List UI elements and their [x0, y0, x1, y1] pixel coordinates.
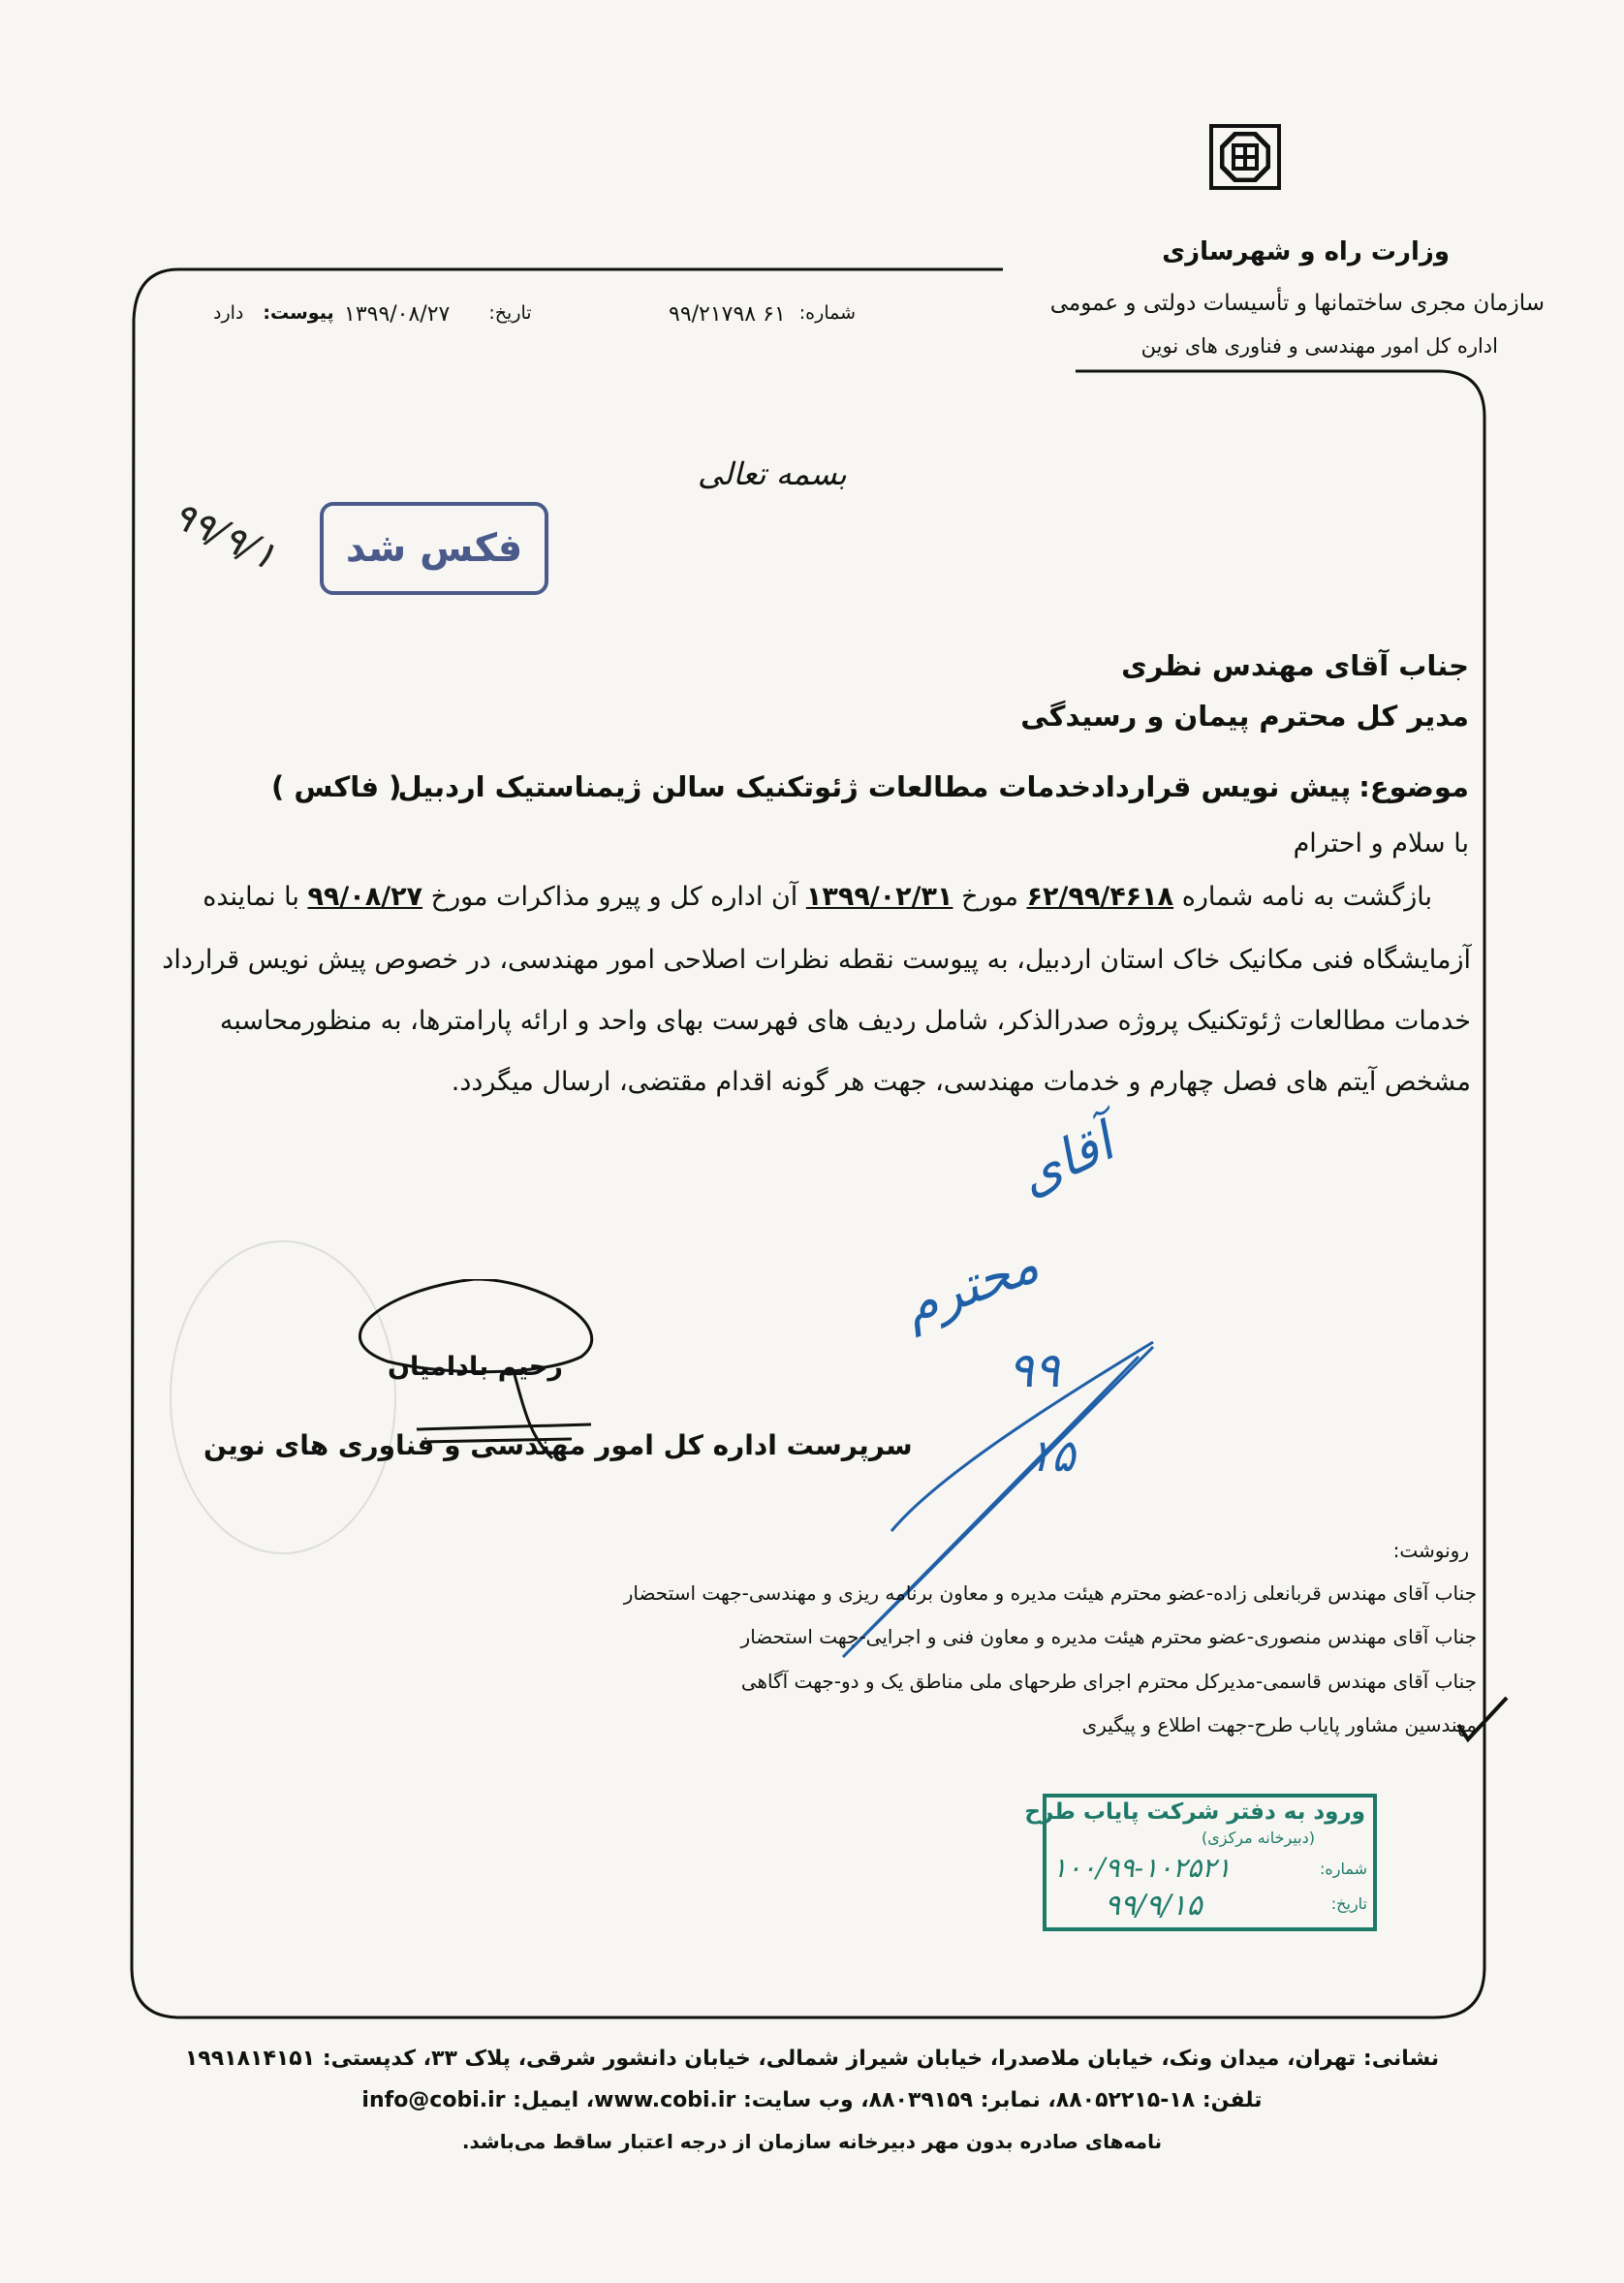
footer-notice: نامه‌های صادره بدون مهر دبیرخانه سازمان از درجه اعتبار ساقط می‌باشد. — [461, 2130, 1163, 2153]
body-text: مورخ — [961, 882, 1018, 912]
handwritten-note-2: محترم — [894, 1233, 1046, 1338]
body-text: بازگشت به نامه شماره — [1181, 882, 1432, 912]
fax-tag: ( فاکس ) — [271, 770, 402, 803]
bismillah: بسمه تعالی — [698, 455, 847, 492]
reference-number: ۶۲/۹۹/۴۶۱۸ — [1026, 882, 1174, 912]
stamp-date-value: ۹۹/۹/۱۵ — [1105, 1889, 1202, 1923]
subject — [397, 770, 1469, 803]
subject-label: موضوع: — [1359, 770, 1469, 803]
ministry-name: وزارت راه و شهرسازی — [1162, 237, 1450, 266]
letter-date — [344, 302, 532, 327]
cc-label: رونوشت: — [1392, 1539, 1469, 1562]
reference-date: ۱۳۹۹/۰۲/۳۱ — [805, 882, 953, 912]
greeting: با سلام و احترام — [1293, 829, 1469, 859]
handwritten-note-4: ۱۵ — [1027, 1429, 1076, 1482]
recipient-name: جناب آقای مهندس نظری — [1121, 649, 1469, 682]
body-line-3: خدمات مطالعات ژئوتکنیک پروژه صدرالذکر، شامل ردیف های فهرست بهای واحد و ارائه پارامترها، به منظورمحاسبه — [219, 1006, 1471, 1036]
fax-handwritten-date: ۹۹/۹/۱ — [165, 492, 284, 579]
subject-text: پیش نویس قراردادخدمات مطالعات ژئوتکنیک سالن ژیمناستیک اردبیل — [397, 770, 1352, 803]
body-line-2: آزمایشگاه فنی مکانیک خاک استان اردبیل، به پیوست نقطه نظرات اصلاحی امور مهندسی، در خصوص پیش نویس قرارداد — [162, 945, 1471, 975]
footer-address: نشانی: تهران، میدان ونک، خیابان ملاصدرا، خیابان شیراز شمالی، خیابان دانشور شرقی، پلاک ۳۳، کدپستی: ۱۹۹۱۸۱۴۱۵۱ — [184, 2047, 1440, 2071]
checkmark-icon — [1453, 1696, 1512, 1744]
attachment-label: پیوست: — [263, 302, 334, 324]
stamp-subtitle: (دبیرخانه مرکزی) — [1202, 1829, 1315, 1847]
number-value: ۶۱ ۹۹/۲۱۷۹۸ — [669, 302, 786, 327]
attachment — [213, 302, 334, 324]
signatory-name: رحیم بادامیان — [388, 1352, 563, 1382]
stamp-number-label: شماره: — [1319, 1860, 1367, 1878]
date-value: ۱۳۹۹/۰۸/۲۷ — [344, 302, 451, 327]
body-line-1 — [203, 882, 1471, 912]
body-line-4: مشخص آیتم های فصل چهارم و خدمات مهندسی، جهت هر گونه اقدام مقتضی، ارسال میگردد. — [451, 1067, 1471, 1097]
stamp-date-label: تاریخ: — [1330, 1894, 1367, 1913]
handwritten-note-3: ۹۹ — [1008, 1342, 1060, 1398]
recipient-title: مدیر کل محترم پیمان و رسیدگی — [1020, 700, 1469, 733]
stamp-title: ورود به دفتر شرکت پایاب طرح — [1024, 1799, 1365, 1825]
signatory-title: سرپرست اداره کل امور مهندسی و فناوری های نوین — [203, 1429, 913, 1461]
letter-number — [669, 302, 856, 327]
cc-item: جناب آقای مهندس قاسمی-مدیرکل محترم اجرای طرحهای ملی مناطق یک و دو-جهت آگاهی — [740, 1670, 1477, 1693]
meeting-date: ۹۹/۰۸/۲۷ — [307, 882, 423, 912]
department-name: اداره کل امور مهندسی و فناوری های نوین — [1140, 334, 1498, 358]
cc-item: جناب آقای مهندس قربانعلی زاده-عضو محترم هیئت مدیره و معاون برنامه ریزی و مهندسی-جهت استحضار — [623, 1581, 1477, 1605]
organization-name: سازمان مجری ساختمانها و تأسیسات دولتی و عمومی — [1049, 291, 1545, 316]
fax-sent-stamp — [320, 502, 548, 595]
ministry-logo — [1209, 124, 1281, 190]
body-text: آن اداره کل و پیرو مذاکرات مورخ — [430, 882, 798, 912]
attachment-value: دارد — [213, 302, 244, 324]
date-label: تاریخ: — [488, 302, 532, 324]
body-text: با نماینده — [203, 882, 299, 912]
receipt-stamp — [1024, 1794, 1377, 1931]
footer-contact: تلفن: ۱۸-۸۸۰۵۲۲۱۵، نمابر: ۸۸۰۳۹۱۵۹، وب سایت: www.cobi.ir، ایمیل: info@cobi.ir — [361, 2088, 1263, 2112]
cc-item: جناب آقای مهندس منصوری-عضو محترم هیئت مدیره و معاون فنی و اجرایی-جهت استحضار — [740, 1625, 1477, 1648]
stamp-number-value: ۱۰۰/۹۹-۱۰۲۵۲۱ — [1052, 1852, 1232, 1884]
handwritten-note-1: آقای — [1009, 1110, 1123, 1208]
cc-item: مهندسین مشاور پایاب طرح-جهت اطلاع و پیگیری — [1081, 1713, 1477, 1736]
pen-stroke — [824, 1337, 1172, 1667]
fax-stamp-text: فکس شد — [345, 526, 523, 571]
number-label: شماره: — [798, 302, 857, 324]
